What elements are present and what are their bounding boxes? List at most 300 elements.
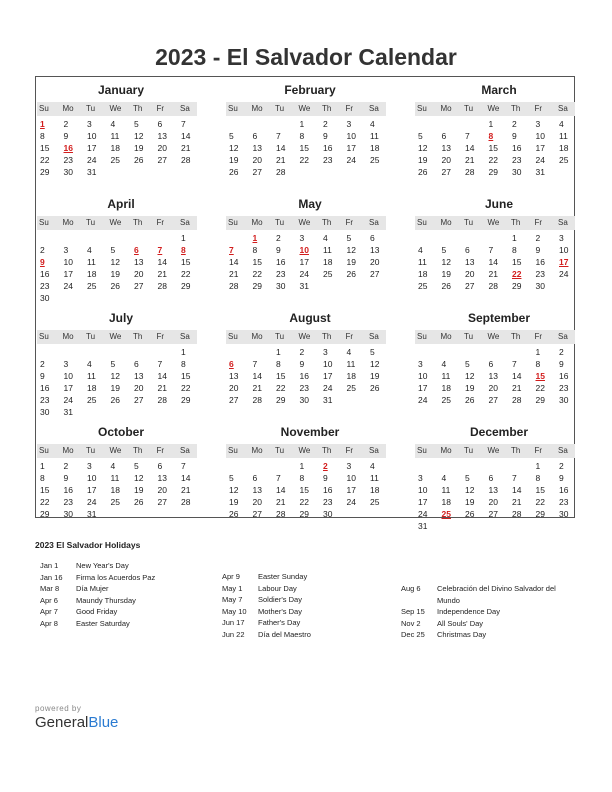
holiday-day: 2 (323, 461, 328, 471)
month-name: May (298, 197, 322, 211)
day-cell: 23 (63, 497, 73, 507)
holiday-name: Father's Day (258, 618, 301, 627)
weekday-label: Su (39, 446, 49, 455)
holiday-date (401, 595, 437, 607)
day-cell: 26 (418, 167, 428, 177)
empty-cell (439, 118, 463, 130)
day-cell: 24 (346, 497, 356, 507)
day-cell: 19 (465, 383, 475, 393)
day-cell: 2 (40, 245, 45, 255)
day-cell: 17 (418, 497, 428, 507)
empty-cell (131, 232, 155, 244)
weekday-label: Tu (86, 218, 96, 227)
day-cell: 10 (63, 257, 73, 267)
weekday-label: Tu (464, 446, 474, 455)
day-cell: 22 (181, 269, 191, 279)
holiday-name: Independence Day (437, 607, 500, 616)
day-cell: 3 (299, 233, 305, 243)
day-cell: 11 (110, 131, 120, 141)
holiday-name: Celebración del Divino Salvador del (437, 584, 556, 593)
empty-cell (462, 118, 486, 130)
holiday-name: Maundy Thursday (76, 595, 136, 605)
holiday-name: Easter Saturday (76, 618, 130, 628)
day-cell: 11 (441, 485, 451, 495)
month-name: December (469, 425, 529, 439)
day-cell: 22 (488, 155, 498, 165)
day-cell: 13 (134, 371, 144, 381)
day-cell: 2 (559, 347, 564, 357)
holiday-row (401, 618, 556, 630)
day-cell: 13 (370, 245, 380, 255)
day-cell: 6 (157, 461, 163, 471)
day-cell: 18 (110, 143, 120, 153)
day-cell: 18 (87, 269, 97, 279)
day-cell: 11 (418, 257, 427, 267)
weekday-label: Tu (275, 104, 285, 113)
empty-cell (273, 460, 297, 472)
weekday-label: Th (322, 218, 332, 227)
days-grid (226, 232, 386, 292)
holiday-day: 16 (63, 143, 73, 153)
weekday-label: Tu (275, 332, 285, 341)
weekday-label: Sa (369, 332, 379, 341)
day-cell: 28 (252, 395, 262, 405)
holiday-row (40, 572, 155, 584)
day-cell: 22 (535, 383, 545, 393)
weekday-label: Mo (440, 446, 452, 455)
day-cell: 5 (110, 245, 116, 255)
empty-cell (250, 346, 274, 358)
weekday-header (37, 216, 197, 230)
day-cell: 12 (441, 257, 451, 267)
day-cell: 7 (512, 473, 517, 483)
day-cell: 5 (134, 119, 139, 129)
day-cell: 11 (346, 359, 356, 369)
month-july (37, 310, 197, 418)
weekday-label: We (298, 446, 311, 455)
holidays-title: 2023 El Salvador Holidays (35, 540, 141, 550)
day-cell: 18 (370, 485, 380, 495)
empty-cell (250, 118, 274, 130)
weekday-header (37, 330, 197, 344)
holiday-column (222, 571, 311, 640)
month-august (226, 310, 386, 406)
day-cell: 10 (87, 131, 97, 141)
weekday-label: Fr (345, 446, 354, 455)
day-cell: 24 (87, 155, 97, 165)
empty-cell (84, 232, 108, 244)
day-cell: 9 (559, 359, 564, 369)
day-cell: 5 (346, 233, 352, 243)
day-cell: 15 (252, 257, 262, 267)
day-cell: 2 (512, 119, 517, 129)
day-cell: 20 (465, 269, 475, 279)
day-cell: 24 (346, 155, 356, 165)
day-cell: 11 (559, 131, 568, 141)
day-cell: 30 (63, 167, 73, 177)
empty-cell (486, 460, 510, 472)
day-cell: 10 (418, 485, 428, 495)
day-cell: 31 (63, 407, 73, 417)
day-cell: 4 (441, 359, 447, 369)
day-cell: 15 (181, 257, 191, 267)
day-cell: 9 (512, 131, 517, 141)
day-cell: 20 (441, 155, 451, 165)
day-cell: 16 (535, 257, 545, 267)
day-cell: 11 (441, 371, 451, 381)
holiday-row (401, 583, 556, 595)
weekday-label: Th (322, 104, 332, 113)
empty-cell (486, 346, 510, 358)
day-cell: 21 (488, 269, 498, 279)
day-cell: 25 (441, 395, 451, 405)
weekday-label: Su (39, 332, 49, 341)
day-cell: 1 (535, 461, 541, 471)
day-cell: 20 (157, 143, 167, 153)
day-cell: 17 (418, 383, 428, 393)
weekday-label: Fr (345, 332, 354, 341)
day-cell: 30 (559, 395, 569, 405)
holiday-row (40, 560, 155, 572)
day-cell: 21 (181, 143, 191, 153)
weekday-label: Fr (345, 218, 354, 227)
month-september (415, 310, 575, 406)
holiday-row (222, 571, 311, 583)
day-cell: 25 (346, 383, 356, 393)
day-cell: 12 (229, 485, 239, 495)
day-cell: 16 (40, 269, 50, 279)
day-cell: 14 (276, 485, 286, 495)
weekday-label: Fr (534, 218, 543, 227)
weekday-label: Sa (180, 104, 190, 113)
days-grid (37, 346, 197, 418)
weekday-label: We (487, 446, 500, 455)
day-cell: 26 (110, 395, 120, 405)
day-cell: 26 (465, 395, 475, 405)
weekday-label: Tu (86, 446, 96, 455)
empty-cell (439, 232, 463, 244)
day-cell: 9 (276, 245, 281, 255)
day-cell: 16 (512, 143, 522, 153)
day-cell: 8 (252, 245, 258, 255)
day-cell: 18 (110, 485, 120, 495)
day-cell: 31 (323, 395, 333, 405)
month-name: April (107, 197, 135, 211)
day-cell: 22 (299, 497, 309, 507)
day-cell: 19 (346, 257, 356, 267)
empty-cell (61, 232, 85, 244)
empty-cell (273, 118, 297, 130)
holiday-date: May 7 (222, 595, 243, 604)
weekday-label: Fr (156, 446, 165, 455)
day-cell: 23 (40, 395, 50, 405)
day-cell: 8 (535, 473, 541, 483)
weekday-label: Su (228, 218, 238, 227)
empty-cell (439, 346, 463, 358)
holiday-name: Good Friday (76, 607, 118, 616)
day-cell: 8 (299, 131, 305, 141)
weekday-header (415, 102, 575, 116)
day-cell: 29 (512, 281, 522, 291)
day-cell: 13 (229, 371, 239, 381)
day-cell: 13 (252, 143, 262, 153)
day-cell: 12 (370, 359, 380, 369)
weekday-label: Su (228, 104, 238, 113)
day-cell: 17 (299, 257, 309, 267)
day-cell: 20 (229, 383, 239, 393)
day-cell: 7 (465, 131, 470, 141)
day-cell: 30 (512, 167, 522, 177)
day-cell: 17 (535, 143, 545, 153)
day-cell: 21 (229, 269, 239, 279)
day-cell: 1 (40, 461, 45, 471)
day-cell: 14 (229, 257, 239, 267)
day-cell: 31 (418, 521, 428, 531)
holiday-day: 15 (535, 371, 545, 381)
day-cell: 18 (370, 143, 380, 153)
weekday-label: Mo (251, 104, 263, 113)
day-cell: 27 (134, 281, 144, 291)
day-cell: 7 (276, 131, 281, 141)
day-cell: 29 (181, 281, 191, 291)
holiday-row (222, 583, 311, 595)
day-cell: 16 (559, 485, 569, 495)
day-cell: 1 (181, 233, 186, 243)
holiday-row (40, 606, 155, 618)
day-cell: 10 (559, 245, 569, 255)
holiday-day: 10 (299, 245, 309, 255)
holiday-row (222, 606, 311, 618)
day-cell: 2 (299, 347, 305, 357)
day-cell: 23 (559, 497, 569, 507)
holiday-day: 6 (229, 359, 234, 369)
holiday-name: Día Mujer (76, 584, 109, 593)
weekday-label: Sa (180, 332, 190, 341)
weekday-label: Fr (534, 332, 543, 341)
holiday-name: Labour Day (258, 583, 297, 593)
day-cell: 11 (87, 371, 96, 381)
holiday-day: 17 (559, 257, 569, 267)
weekday-label: Su (228, 332, 238, 341)
weekday-label: Th (133, 446, 143, 455)
day-cell: 14 (465, 143, 475, 153)
day-cell: 5 (418, 131, 423, 141)
weekday-label: We (487, 218, 500, 227)
day-cell: 28 (229, 281, 239, 291)
day-cell: 25 (418, 281, 428, 291)
day-cell: 21 (512, 383, 522, 393)
day-cell: 27 (157, 497, 167, 507)
day-cell: 27 (488, 509, 498, 519)
day-cell: 6 (441, 131, 447, 141)
weekday-label: Sa (180, 218, 190, 227)
day-cell: 10 (63, 371, 73, 381)
weekday-label: Tu (464, 218, 474, 227)
weekday-label: Fr (345, 104, 354, 113)
day-cell: 29 (488, 167, 498, 177)
day-cell: 1 (488, 119, 494, 129)
day-cell: 22 (535, 497, 545, 507)
day-cell: 5 (110, 359, 116, 369)
day-cell: 24 (535, 155, 545, 165)
day-cell: 13 (157, 473, 167, 483)
day-cell: 8 (299, 473, 305, 483)
month-name: July (108, 311, 133, 325)
day-cell: 28 (512, 395, 522, 405)
weekday-label: We (298, 332, 311, 341)
days-grid (37, 118, 197, 178)
weekday-label: Mo (251, 218, 263, 227)
weekday-label: We (298, 218, 311, 227)
holiday-day: 6 (134, 245, 139, 255)
day-cell: 12 (465, 485, 475, 495)
day-cell: 4 (110, 119, 116, 129)
day-cell: 27 (488, 395, 498, 405)
day-cell: 29 (276, 395, 286, 405)
day-cell: 16 (559, 371, 569, 381)
holiday-day: 7 (157, 245, 163, 255)
day-cell: 2 (559, 461, 564, 471)
day-cell: 19 (134, 485, 144, 495)
day-cell: 6 (370, 233, 375, 243)
day-cell: 30 (299, 395, 309, 405)
empty-cell (226, 118, 250, 130)
weekday-label: Th (133, 104, 143, 113)
day-cell: 2 (63, 461, 69, 471)
day-cell: 30 (559, 509, 569, 519)
day-cell: 30 (276, 281, 286, 291)
weekday-header (226, 444, 386, 458)
day-cell: 11 (323, 245, 332, 255)
day-cell: 28 (465, 167, 475, 177)
day-cell: 23 (559, 383, 569, 393)
holiday-date: Jun 22 (222, 629, 245, 639)
day-cell: 23 (299, 383, 309, 393)
month-may (226, 196, 386, 292)
day-cell: 4 (559, 119, 564, 129)
day-cell: 5 (465, 473, 470, 483)
day-cell: 1 (299, 461, 305, 471)
day-cell: 18 (323, 257, 333, 267)
holiday-name: Mundo (437, 595, 460, 605)
day-cell: 22 (276, 383, 286, 393)
weekday-label: Sa (558, 218, 568, 227)
day-cell: 11 (87, 257, 96, 267)
day-cell: 29 (252, 281, 262, 291)
month-october (37, 424, 197, 520)
day-cell: 24 (418, 395, 428, 405)
day-cell: 15 (181, 371, 191, 381)
page-title: 2023 - El Salvador Calendar (155, 44, 457, 70)
month-name: August (289, 311, 331, 325)
day-cell: 31 (535, 167, 545, 177)
holiday-date: Dec 25 (401, 630, 425, 639)
day-cell: 13 (488, 485, 498, 495)
day-cell: 20 (370, 257, 380, 267)
day-cell: 26 (134, 497, 144, 507)
empty-cell (61, 346, 85, 358)
holiday-date: Mar 8 (40, 584, 60, 593)
day-cell: 19 (465, 497, 475, 507)
month-november (226, 424, 386, 520)
day-cell: 15 (299, 143, 309, 153)
days-grid (415, 346, 575, 406)
day-cell: 31 (87, 509, 97, 519)
day-cell: 18 (87, 383, 97, 393)
holiday-date: Apr 7 (40, 607, 58, 616)
day-cell: 28 (181, 155, 191, 165)
day-cell: 12 (418, 143, 428, 153)
days-grid (415, 460, 575, 532)
day-cell: 20 (252, 155, 262, 165)
empty-cell (509, 460, 533, 472)
day-cell: 7 (276, 473, 281, 483)
day-cell: 27 (465, 281, 475, 291)
day-cell: 9 (299, 359, 305, 369)
days-grid (415, 232, 575, 292)
holiday-row (401, 595, 556, 607)
day-cell: 17 (346, 485, 356, 495)
days-grid (37, 232, 197, 304)
day-cell: 2 (323, 119, 328, 129)
day-cell: 5 (229, 131, 234, 141)
holiday-date: Aug 6 (401, 584, 421, 593)
day-cell: 15 (40, 143, 50, 153)
weekday-label: Th (133, 218, 143, 227)
day-cell: 8 (40, 131, 45, 141)
holiday-date: Jan 1 (40, 561, 59, 570)
empty-cell (462, 232, 486, 244)
holiday-day: 1 (40, 119, 45, 129)
day-cell: 5 (441, 245, 447, 255)
day-cell: 4 (441, 473, 447, 483)
generalblue-logo: GeneralBlue (35, 714, 119, 731)
day-cell: 14 (252, 371, 262, 381)
empty-cell (108, 232, 132, 244)
holiday-date: Nov 2 (401, 618, 421, 628)
day-cell: 30 (40, 293, 50, 303)
day-cell: 20 (252, 497, 262, 507)
day-cell: 23 (323, 155, 333, 165)
holiday-date: Jan 16 (40, 572, 63, 582)
weekday-header (226, 102, 386, 116)
day-cell: 6 (134, 359, 139, 369)
day-cell: 7 (181, 119, 186, 129)
weekday-label: Su (228, 446, 238, 455)
holiday-date: Jun 17 (222, 618, 245, 627)
day-cell: 6 (488, 359, 494, 369)
day-cell: 1 (512, 233, 517, 243)
day-cell: 27 (252, 167, 262, 177)
weekday-label: Sa (369, 218, 379, 227)
weekday-label: We (487, 332, 500, 341)
day-cell: 18 (441, 383, 451, 393)
day-cell: 19 (110, 269, 120, 279)
day-cell: 24 (63, 395, 73, 405)
day-cell: 19 (370, 371, 380, 381)
day-cell: 30 (40, 407, 50, 417)
month-name: October (97, 425, 144, 439)
weekday-header (415, 330, 575, 344)
days-grid (37, 460, 197, 520)
day-cell: 19 (441, 269, 451, 279)
holiday-date: May 1 (222, 583, 243, 593)
day-cell: 1 (276, 347, 281, 357)
day-cell: 15 (276, 371, 286, 381)
month-january (37, 82, 197, 178)
day-cell: 11 (110, 473, 120, 483)
empty-cell (226, 232, 250, 244)
